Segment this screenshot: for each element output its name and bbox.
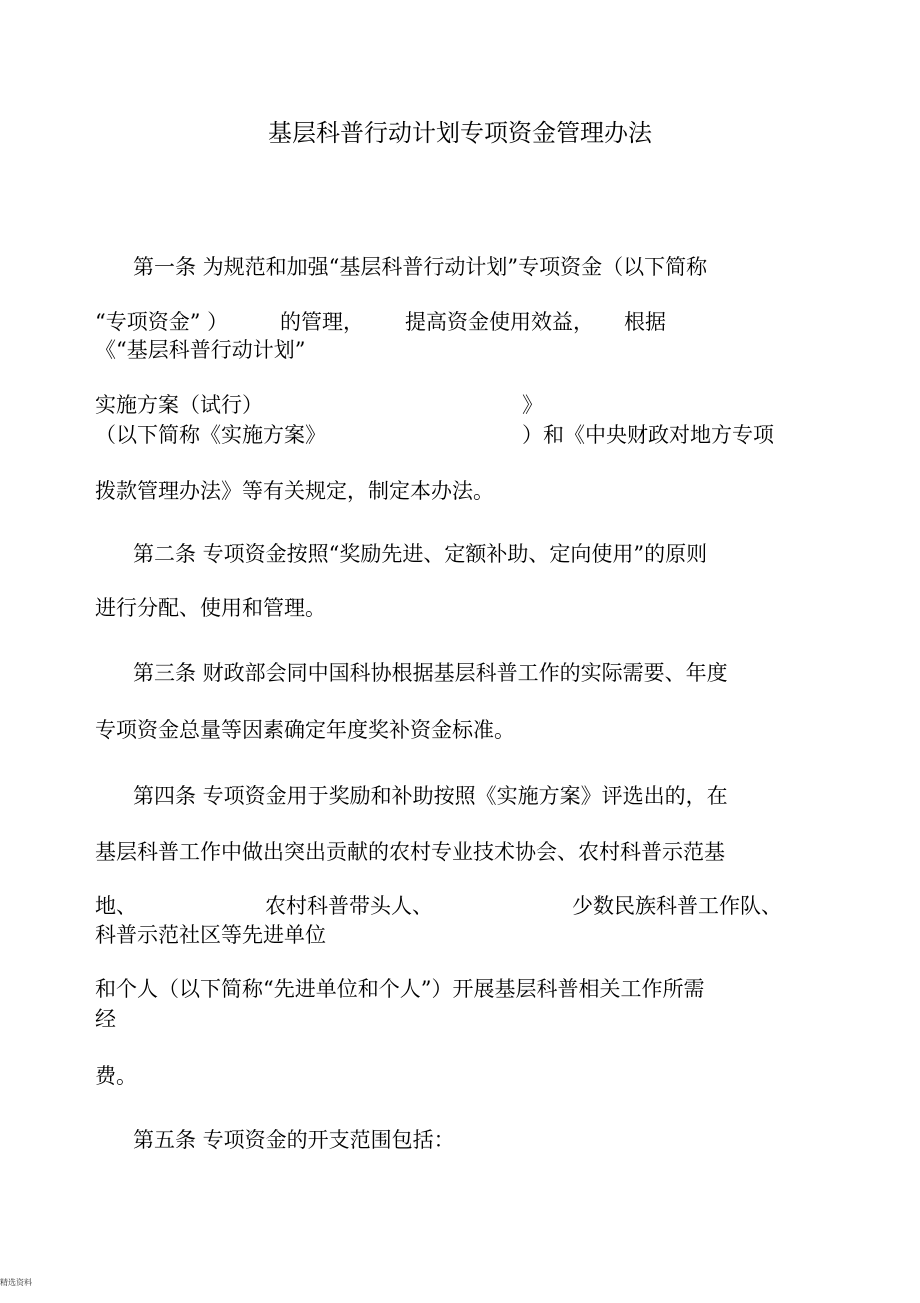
article1-line2-part4: 根据 <box>624 310 666 334</box>
article1-line2-part1: “专项资金” ） <box>95 310 229 334</box>
article4-line3-part1: 地、 <box>95 894 137 918</box>
page-title: 基层科普行动计划专项资金管理办法 <box>268 119 652 147</box>
article1-line5-part2: ）和《中央财政对地方专项 <box>522 423 774 447</box>
article1-line2-part3: 提高资金使用效益， <box>405 310 594 334</box>
article1-line4-part2: 》 <box>522 393 543 417</box>
article5-line1: 第五条 专项资金的开支范围包括： <box>133 1128 455 1152</box>
article1-line4-part1: 实施方案（试行） <box>95 393 263 417</box>
article4-line4: 科普示范社区等先进单位 <box>95 923 326 947</box>
article4-line1: 第四条 专项资金用于奖励和补助按照《实施方案》评选出的，在 <box>133 784 728 808</box>
article4-line2: 基层科普工作中做出突出贡献的农村专业技术协会、农村科普示范基 <box>95 840 725 864</box>
article1-line1: 第一条 为规范和加强“基层科普行动计划”专项资金（以下简称 <box>133 255 708 279</box>
article4-line3-part2: 农村科普带头人、 <box>265 894 433 918</box>
article2-line1: 第二条 专项资金按照“奖励先进、定额补助、定向使用”的原则 <box>133 542 708 566</box>
article1-line5-part1: （以下简称《实施方案》 <box>95 423 326 447</box>
article1-line6: 拨款管理办法》等有关规定，制定本办法。 <box>95 479 494 503</box>
article4-line3-part3: 少数民族科普工作队、 <box>572 894 782 918</box>
footer-note: 精选资料 <box>0 1278 32 1287</box>
article4-line6: 经 <box>95 1007 116 1031</box>
article4-line7: 费。 <box>95 1064 137 1088</box>
article3-line2: 专项资金总量等因素确定年度奖补资金标准。 <box>95 718 515 742</box>
article2-line2: 进行分配、使用和管理。 <box>95 596 326 620</box>
article4-line5: 和个人（以下简称“先进单位和个人”）开展基层科普相关工作所需 <box>95 977 705 1001</box>
article1-line2-part2: 的管理， <box>280 310 364 334</box>
article1-line3: 《“基层科普行动计划” <box>95 338 306 362</box>
article3-line1: 第三条 财政部会同中国科协根据基层科普工作的实际需要、年度 <box>133 661 728 685</box>
